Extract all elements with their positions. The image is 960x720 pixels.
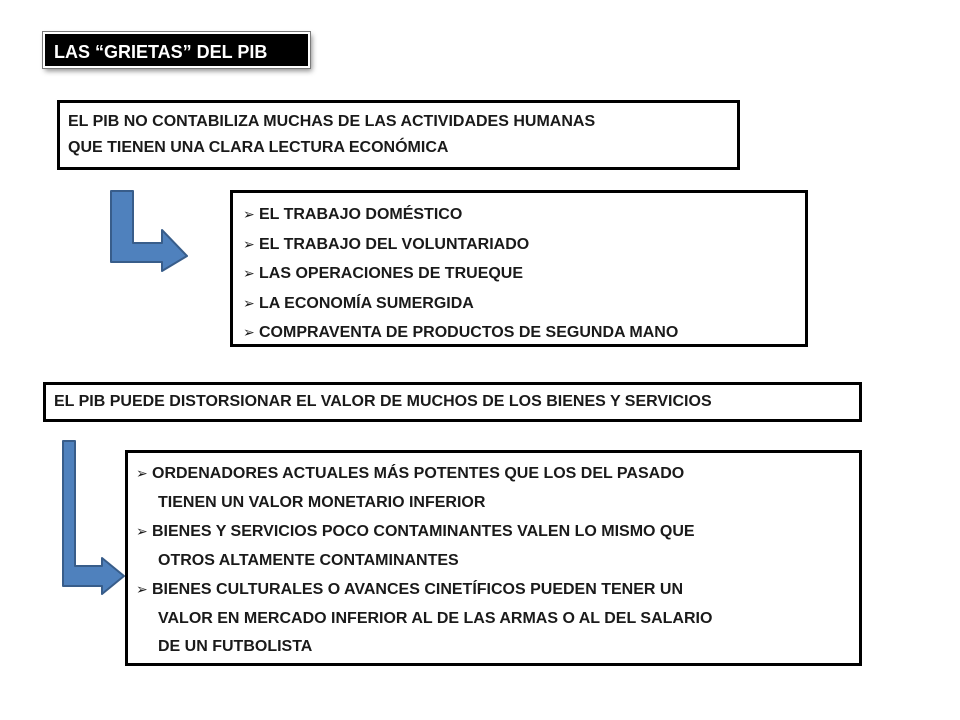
list-item-continuation: VALOR EN MERCADO INFERIOR AL DE LAS ARMAS O AL DEL SALARIO	[158, 609, 713, 627]
list-item: ➢ LAS OPERACIONES DE TRUEQUE	[243, 259, 795, 289]
bent-arrow-icon	[58, 436, 128, 604]
list-item: ➢ BIENES CULTURALES O AVANCES CINETÍFICOS PUEDEN TENER UN	[136, 575, 851, 605]
heading-line: EL PIB NO CONTABILIZA MUCHAS DE LAS ACTIVIDADES HUMANAS	[68, 113, 596, 130]
distortion-examples-list	[125, 450, 862, 666]
heading-line: EL PIB PUEDE DISTORSIONAR EL VALOR DE MUCHOS DE LOS BIENES Y SERVICIOS	[54, 393, 712, 410]
list-item-continuation: TIENEN UN VALOR MONETARIO INFERIOR	[158, 493, 486, 511]
slide-title: LAS “GRIETAS” DEL PIB	[43, 32, 310, 68]
arrow-bullet-icon: ➢	[136, 523, 148, 539]
not-counted-activities-list	[230, 190, 808, 347]
heading-line: QUE TIENEN UNA CLARA LECTURA ECONÓMICA	[68, 139, 449, 156]
heading-box-distortion	[43, 382, 862, 422]
bent-arrow-icon	[106, 186, 192, 276]
list-item: ➢ EL TRABAJO DOMÉSTICO	[243, 200, 795, 230]
heading-box-not-counted	[57, 100, 740, 170]
arrow-bullet-icon: ➢	[243, 206, 255, 222]
list-item: ➢ ORDENADORES ACTUALES MÁS POTENTES QUE LOS DEL PASADO	[136, 459, 851, 489]
arrow-bullet-icon: ➢	[243, 294, 255, 311]
arrow-bullet-icon: ➢	[136, 465, 148, 481]
arrow-bullet-icon: ➢	[243, 324, 255, 340]
arrow-bullet-icon: ➢	[136, 581, 148, 597]
list-item: ➢ LA ECONOMÍA SUMERGIDA	[243, 289, 795, 319]
list-item-continuation: DE UN FUTBOLISTA	[158, 638, 313, 655]
arrow-bullet-icon: ➢	[243, 265, 255, 281]
arrow-bullet-icon: ➢	[243, 235, 255, 252]
list-item: ➢ COMPRAVENTA DE PRODUCTOS DE SEGUNDA MANO	[243, 318, 795, 348]
list-item: ➢ BIENES Y SERVICIOS POCO CONTAMINANTES VALEN LO MISMO QUE	[136, 517, 851, 547]
list-item-continuation: OTROS ALTAMENTE CONTAMINANTES	[158, 551, 459, 569]
list-item: ➢ EL TRABAJO DEL VOLUNTARIADO	[243, 230, 795, 260]
